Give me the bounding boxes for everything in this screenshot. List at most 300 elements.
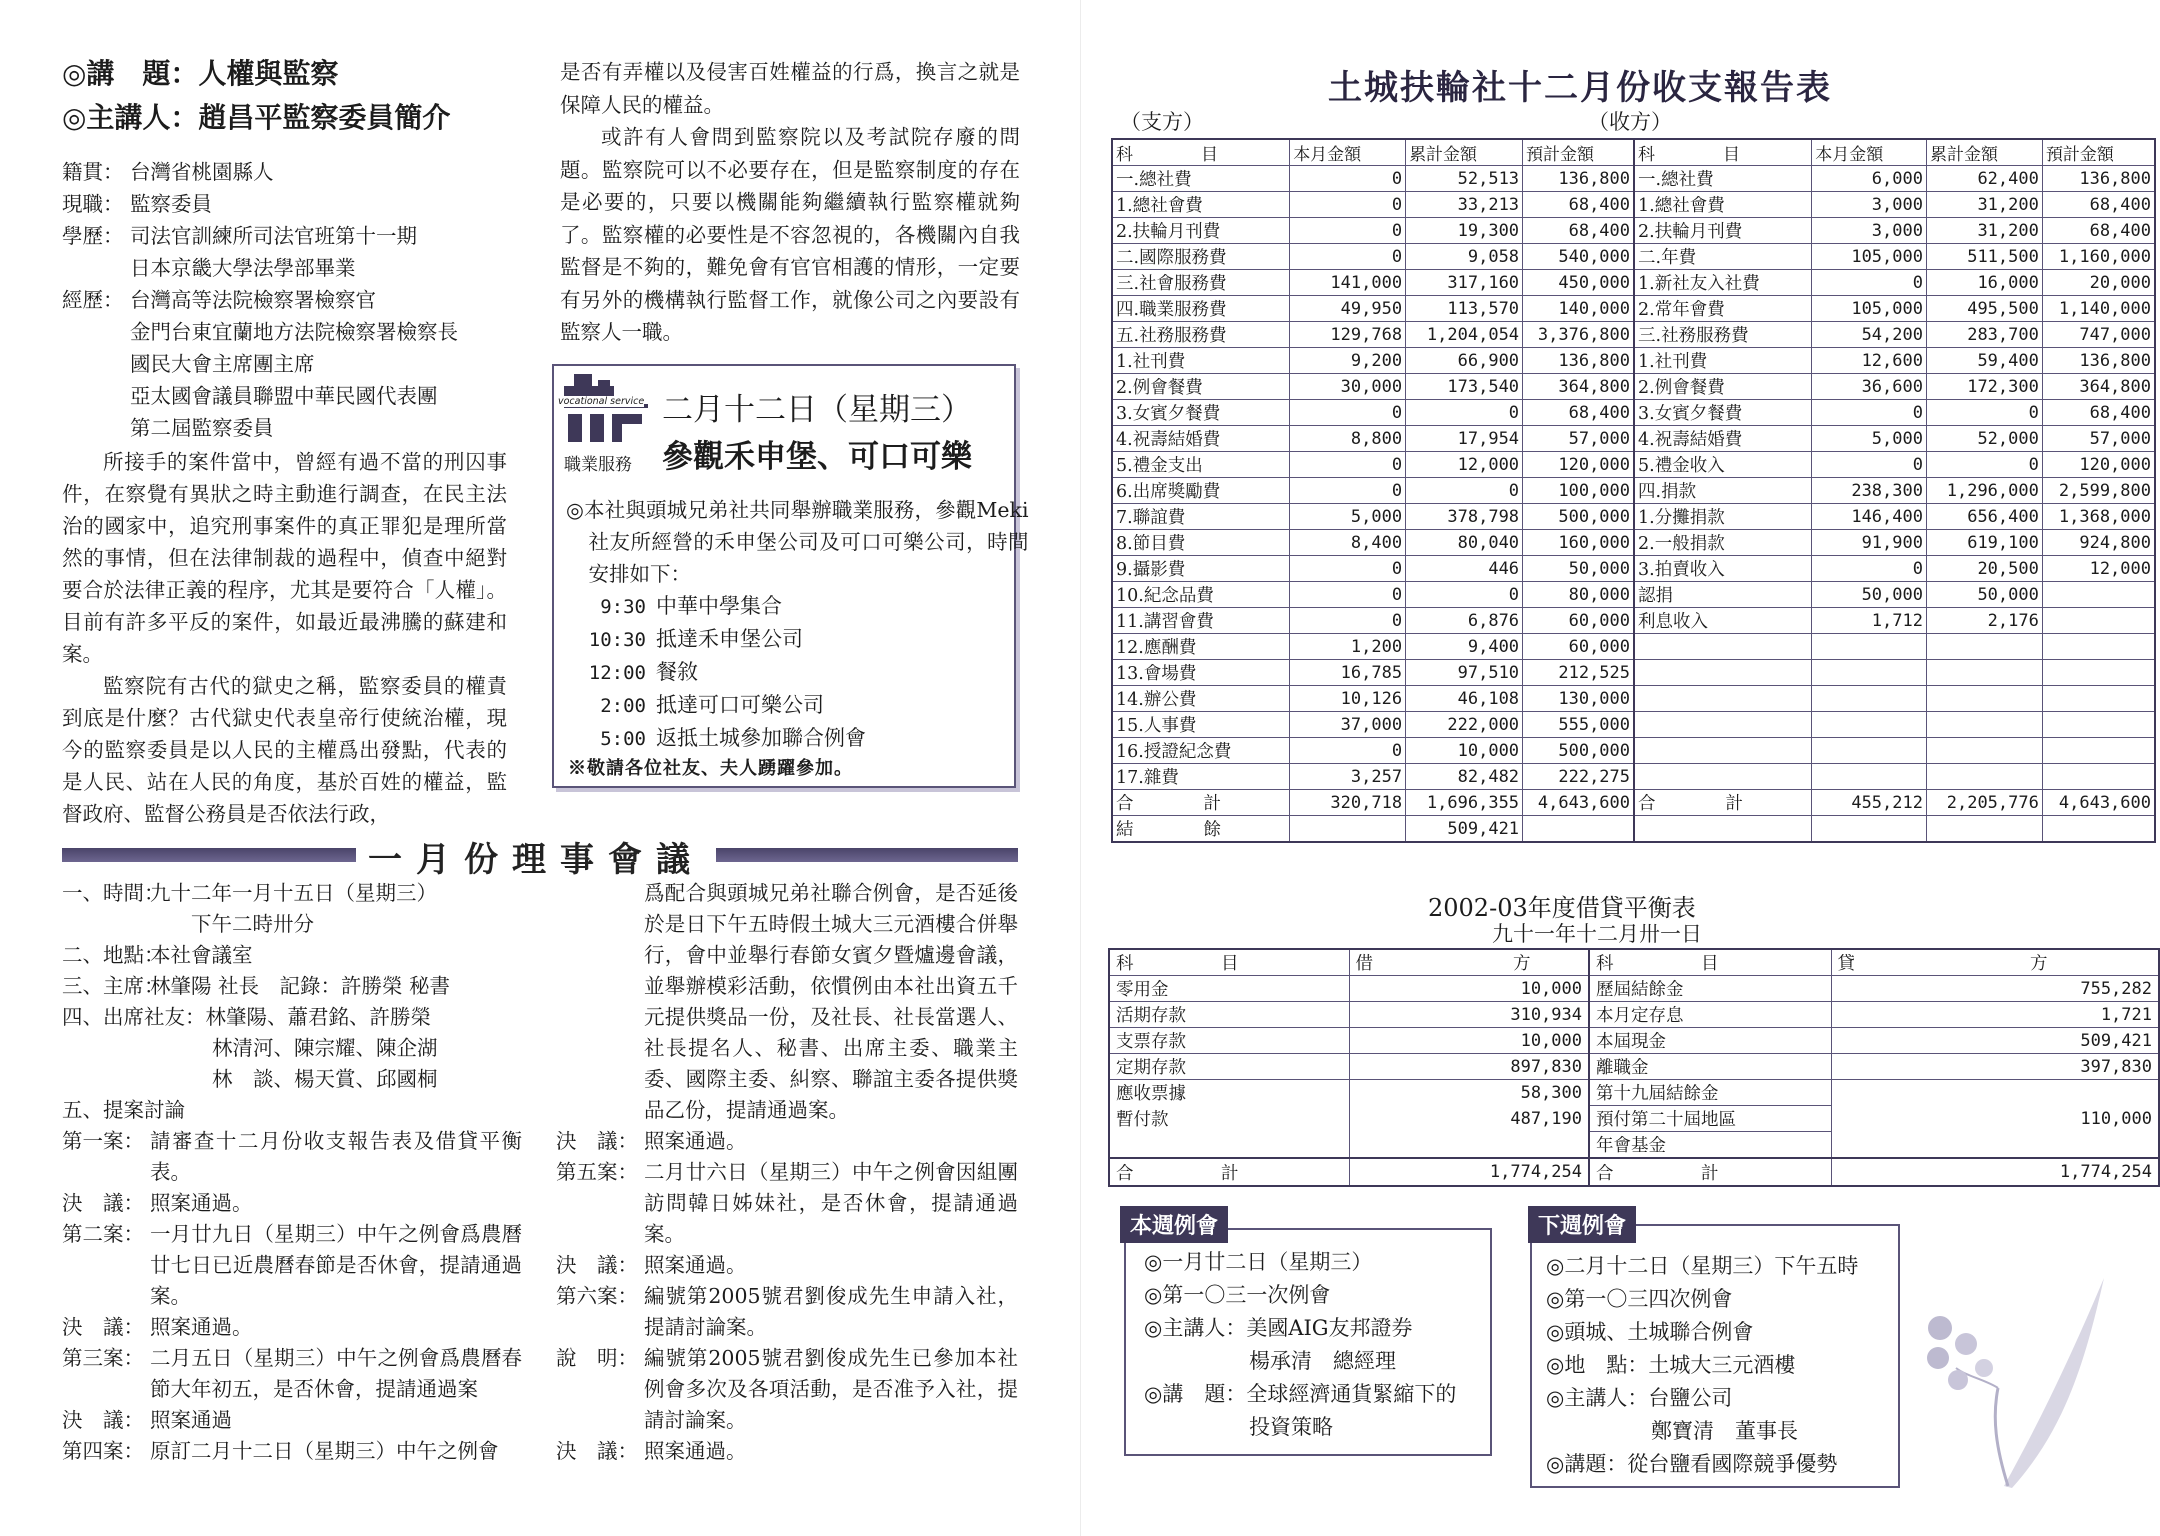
report-amount-cell: 747,000 bbox=[2042, 322, 2155, 348]
balance-amount-cell bbox=[1831, 1080, 2159, 1106]
report-row bbox=[1112, 218, 2155, 244]
minutes-value: 編號第2005號君劉俊成先生申請入社，提請討論案。 bbox=[644, 1284, 1018, 1339]
report-amount-cell: 82,482 bbox=[1406, 764, 1523, 790]
report-amount-cell: 1,204,054 bbox=[1406, 322, 1523, 348]
minutes-line bbox=[62, 1312, 522, 1343]
report-amount-cell: 57,000 bbox=[2042, 426, 2155, 452]
report-item-cell bbox=[1634, 634, 1812, 660]
report-amount-cell: 80,000 bbox=[1523, 582, 1634, 608]
bio-item-value: 監察委員 bbox=[130, 192, 212, 216]
report-amount-cell: 320,718 bbox=[1290, 790, 1406, 816]
report-item-cell: 利息收入 bbox=[1634, 608, 1812, 634]
report-amount-cell: 364,800 bbox=[2042, 374, 2155, 400]
minutes-key bbox=[62, 1033, 212, 1064]
bio-item-key: 籍貫： bbox=[62, 160, 124, 184]
report-amount-cell: 1,160,000 bbox=[2042, 244, 2155, 270]
balance-title: 2002-03年度借貸平衡表 bbox=[1428, 894, 1696, 922]
minutes-line bbox=[556, 1157, 1018, 1250]
report-item-cell: 合 計 bbox=[1634, 790, 1812, 816]
bio-item-key: 經歷： bbox=[62, 288, 124, 312]
report-amount-cell bbox=[1812, 712, 1927, 738]
event-title: 參觀禾申堡、可口可樂 bbox=[662, 439, 972, 475]
bio-item-line bbox=[62, 348, 507, 380]
report-item-cell: 17.雜費 bbox=[1112, 764, 1290, 790]
balance-item-cell: 暫付款 bbox=[1109, 1106, 1349, 1132]
report-amount-cell: 136,800 bbox=[1523, 348, 1634, 374]
report-amount-cell bbox=[2042, 686, 2155, 712]
report-item-cell: 2.例會餐費 bbox=[1634, 374, 1812, 400]
report-item-cell: 四.捐款 bbox=[1634, 478, 1812, 504]
meeting-line: 楊承清 總經理 bbox=[1144, 1349, 1396, 1373]
report-header-cell: 預計金額 bbox=[2042, 139, 2155, 166]
report-amount-cell bbox=[2042, 660, 2155, 686]
schedule-time: 2:00 bbox=[600, 695, 646, 717]
report-item-cell: 8.節目費 bbox=[1112, 530, 1290, 556]
report-amount-cell: 50,000 bbox=[1812, 582, 1927, 608]
report-amount-cell: 0 bbox=[1812, 452, 1927, 478]
report-amount-cell: 141,000 bbox=[1290, 270, 1406, 296]
schedule-text: 中華中學集合 bbox=[656, 594, 782, 618]
minutes-line bbox=[62, 1064, 522, 1095]
balance-amount-cell: 10,000 bbox=[1349, 976, 1589, 1002]
minutes-value: 二月廿六日（星期三）中午之例會因組團訪問韓日姊妹社，是否休會，提請通過案。 bbox=[644, 1160, 1018, 1246]
report-item-cell: 2.扶輪月刊費 bbox=[1112, 218, 1290, 244]
report-item-cell: 2.扶輪月刊費 bbox=[1634, 218, 1812, 244]
report-row bbox=[1112, 296, 2155, 322]
report-row bbox=[1112, 192, 2155, 218]
report-amount-cell: 37,000 bbox=[1290, 712, 1406, 738]
report-amount-cell: 656,400 bbox=[1926, 504, 2042, 530]
report-header-cell: 科 目 bbox=[1634, 139, 1812, 166]
middle-text bbox=[560, 56, 1020, 349]
report-amount-cell: 4,643,600 bbox=[1523, 790, 1634, 816]
report-amount-cell: 1,296,000 bbox=[1926, 478, 2042, 504]
report-amount-cell: 3,376,800 bbox=[1523, 322, 1634, 348]
minutes-value: 照案通過。 bbox=[644, 1439, 747, 1463]
report-amount-cell: 113,570 bbox=[1406, 296, 1523, 322]
minutes-key: 第一案： bbox=[62, 1129, 144, 1153]
report-item-cell: 4.祝壽結婚費 bbox=[1634, 426, 1812, 452]
report-item-cell: 1.新社友入社費 bbox=[1634, 270, 1812, 296]
report-amount-cell: 68,400 bbox=[1523, 218, 1634, 244]
minutes-value: 原訂二月十二日（星期三）中午之例會 bbox=[150, 1439, 499, 1463]
report-amount-cell: 0 bbox=[1290, 478, 1406, 504]
minutes-right-column bbox=[556, 878, 1018, 1467]
report-item-cell: 一.總社費 bbox=[1634, 166, 1812, 192]
event-date: 二月十二日（星期三） bbox=[662, 392, 972, 428]
report-amount-cell: 50,000 bbox=[1523, 556, 1634, 582]
report-amount-cell: 120,000 bbox=[1523, 452, 1634, 478]
report-row bbox=[1112, 270, 2155, 296]
report-item-cell bbox=[1634, 738, 1812, 764]
report-item-cell: 結 餘 bbox=[1112, 816, 1290, 843]
middle-paragraph-2: 或許有人會問到監察院以及考試院存廢的問題。監察院可以不必要存在，但是監察制度的存在是必要的，只要以機關能夠繼續執行監察權就夠了。監察權的必要性是不容忽視的，各機關內自我監督是不夠的，難免會有官官相護的情形，一定要有另外的機構執行監督工作，就像公司之內要設有監察人一職。 bbox=[560, 125, 1020, 344]
minutes-key: 四、出席社友： bbox=[62, 1005, 206, 1029]
bio-item-value: 亞太國會議員聯盟中華民國代表團 bbox=[130, 384, 438, 408]
report-amount-cell: 136,800 bbox=[2042, 348, 2155, 374]
minutes-value: 林肇陽、蕭君銘、許勝榮 bbox=[205, 1005, 431, 1029]
report-item-cell: 三.社會服務費 bbox=[1112, 270, 1290, 296]
bio-item-value: 日本京畿大學法學部畢業 bbox=[130, 256, 356, 280]
report-amount-cell: 3,257 bbox=[1290, 764, 1406, 790]
minutes-value: 九十二年一月十五日（星期三） bbox=[150, 881, 437, 905]
balance-amount-cell: 1,774,254 bbox=[1349, 1158, 1589, 1186]
meeting-line: ◎頭城、土城聯合例會 bbox=[1546, 1320, 1754, 1344]
schedule-item bbox=[584, 722, 1004, 755]
report-amount-cell: 446 bbox=[1406, 556, 1523, 582]
balance-amount-cell: 10,000 bbox=[1349, 1028, 1589, 1054]
report-item-cell: 1.總社會費 bbox=[1112, 192, 1290, 218]
report-amount-cell: 46,108 bbox=[1406, 686, 1523, 712]
report-item-cell: 14.辦公費 bbox=[1112, 686, 1290, 712]
minutes-value: 二月五日（星期三）中午之例會爲農曆春節大年初五，是否休會，提請通過案 bbox=[150, 1346, 522, 1401]
report-amount-cell: 12,600 bbox=[1812, 348, 1927, 374]
report-amount-cell: 97,510 bbox=[1406, 660, 1523, 686]
report-item-cell: 16.授證紀念費 bbox=[1112, 738, 1290, 764]
report-amount-cell: 619,100 bbox=[1926, 530, 2042, 556]
report-title: 土城扶輪社十二月份收支報告表 bbox=[1328, 68, 1832, 108]
report-amount-cell: 0 bbox=[1406, 478, 1523, 504]
minutes-value: 下午二時卅分 bbox=[150, 912, 314, 936]
bio-item-line bbox=[62, 188, 507, 220]
bio-item-value: 台灣省桃園縣人 bbox=[130, 160, 274, 184]
balance-item-cell: 預付第二十屆地區 bbox=[1589, 1106, 1831, 1132]
report-amount-cell: 19,300 bbox=[1406, 218, 1523, 244]
meeting-line: ◎主講人：美國AIG友邦證券 bbox=[1144, 1316, 1413, 1340]
meeting-line: 鄭寶清 董事長 bbox=[1546, 1419, 1798, 1443]
report-header-cell: 本月金額 bbox=[1290, 139, 1406, 166]
report-amount-cell: 60,000 bbox=[1523, 608, 1634, 634]
logo-caption: 職業服務 bbox=[564, 455, 632, 475]
minutes-line bbox=[556, 1436, 1018, 1467]
balance-row bbox=[1109, 976, 2159, 1002]
minutes-key: 第五案： bbox=[556, 1160, 638, 1184]
minutes-line bbox=[62, 971, 522, 1002]
schedule-text: 抵達可口可樂公司 bbox=[656, 693, 824, 717]
report-amount-cell: 0 bbox=[1812, 556, 1927, 582]
report-amount-cell: 212,525 bbox=[1523, 660, 1634, 686]
minutes-line bbox=[62, 940, 522, 971]
balance-row bbox=[1109, 1028, 2159, 1054]
minutes-value: 一月廿九日（星期三）中午之例會爲農曆廿七日已近農曆春節是否休會，提請通過案。 bbox=[150, 1222, 522, 1308]
report-row bbox=[1112, 530, 2155, 556]
balance-amount-cell: 310,934 bbox=[1349, 1002, 1589, 1028]
report-amount-cell: 2,599,800 bbox=[2042, 478, 2155, 504]
report-amount-cell: 0 bbox=[1290, 218, 1406, 244]
report-amount-cell bbox=[1812, 686, 1927, 712]
report-amount-cell: 283,700 bbox=[1926, 322, 2042, 348]
minutes-line bbox=[62, 878, 522, 909]
report-row bbox=[1112, 686, 2155, 712]
meeting-line: ◎地 點：土城大三元酒樓 bbox=[1546, 1353, 1796, 1377]
report-item-cell: 13.會場費 bbox=[1112, 660, 1290, 686]
report-row bbox=[1112, 712, 2155, 738]
report-row bbox=[1112, 374, 2155, 400]
minutes-line bbox=[62, 1343, 522, 1405]
report-amount-cell: 2,205,776 bbox=[1926, 790, 2042, 816]
minutes-key: 決 議： bbox=[62, 1191, 144, 1215]
report-amount-cell bbox=[1926, 660, 2042, 686]
minutes-key bbox=[62, 909, 150, 940]
report-item-cell: 二.年費 bbox=[1634, 244, 1812, 270]
next-week-meeting-box bbox=[1530, 1224, 1900, 1488]
report-amount-cell: 1,696,355 bbox=[1406, 790, 1523, 816]
schedule-time: 10:30 bbox=[588, 629, 646, 651]
bio-items bbox=[62, 156, 507, 444]
report-row bbox=[1112, 348, 2155, 374]
balance-amount-cell bbox=[1349, 1132, 1589, 1159]
report-amount-cell: 0 bbox=[1290, 556, 1406, 582]
report-row bbox=[1112, 478, 2155, 504]
report-amount-cell bbox=[1812, 816, 1927, 843]
report-amount-cell: 238,300 bbox=[1812, 478, 1927, 504]
balance-item-cell: 合 計 bbox=[1589, 1158, 1831, 1186]
this-week-meeting-box bbox=[1124, 1228, 1492, 1456]
balance-item-cell: 第十九屆結餘金 bbox=[1589, 1080, 1831, 1106]
report-amount-cell: 16,000 bbox=[1926, 270, 2042, 296]
minutes-line bbox=[556, 1343, 1018, 1436]
balance-item-cell: 離職金 bbox=[1589, 1054, 1831, 1080]
balance-amount-cell: 509,421 bbox=[1831, 1028, 2159, 1054]
report-amount-cell bbox=[2042, 816, 2155, 843]
report-row bbox=[1112, 738, 2155, 764]
report-amount-cell: 59,400 bbox=[1926, 348, 2042, 374]
report-amount-cell: 0 bbox=[1290, 244, 1406, 270]
report-amount-cell: 0 bbox=[1290, 192, 1406, 218]
balance-item-cell: 年會基金 bbox=[1589, 1132, 1831, 1159]
report-amount-cell: 0 bbox=[1290, 400, 1406, 426]
schedule-time: 9:30 bbox=[600, 596, 646, 618]
report-amount-cell: 80,040 bbox=[1406, 530, 1523, 556]
report-amount-cell: 54,200 bbox=[1812, 322, 1927, 348]
report-amount-cell: 172,300 bbox=[1926, 374, 2042, 400]
minutes-line bbox=[556, 1126, 1018, 1157]
balance-row bbox=[1109, 1080, 2159, 1106]
report-amount-cell: 105,000 bbox=[1812, 296, 1927, 322]
minutes-line bbox=[556, 1250, 1018, 1281]
minutes-value: 請審查十二月份收支報告表及借貸平衡表。 bbox=[150, 1129, 522, 1184]
bio-item-key: 學歷： bbox=[62, 224, 124, 248]
minutes-key: 決 議： bbox=[556, 1439, 638, 1463]
report-item-cell: 合 計 bbox=[1112, 790, 1290, 816]
bio-item-line bbox=[62, 284, 507, 316]
report-item-cell bbox=[1634, 816, 1812, 843]
minutes-value: 編號第2005號君劉俊成先生已參加本社例會多次及各項活動，是否准予入社，提請討論案。 bbox=[644, 1346, 1018, 1432]
balance-amount-cell: 58,300 bbox=[1349, 1080, 1589, 1106]
report-amount-cell: 0 bbox=[1812, 400, 1927, 426]
report-row bbox=[1112, 426, 2155, 452]
report-amount-cell bbox=[1926, 816, 2042, 843]
page-fold bbox=[1080, 0, 1081, 1536]
balance-total-row bbox=[1109, 1158, 2159, 1186]
report-amount-cell: 0 bbox=[1926, 452, 2042, 478]
report-amount-cell: 0 bbox=[1290, 582, 1406, 608]
report-amount-cell: 12,000 bbox=[2042, 556, 2155, 582]
report-row bbox=[1112, 634, 2155, 660]
schedule-item bbox=[584, 590, 1004, 623]
report-item-cell: 3.女賓夕餐費 bbox=[1634, 400, 1812, 426]
report-amount-cell: 57,000 bbox=[1523, 426, 1634, 452]
bio-item-line bbox=[62, 380, 507, 412]
report-amount-cell: 10,000 bbox=[1406, 738, 1523, 764]
report-row bbox=[1112, 504, 2155, 530]
left-page bbox=[0, 0, 1072, 1536]
balance-row bbox=[1109, 1132, 2159, 1159]
report-item-cell: 5.禮金支出 bbox=[1112, 452, 1290, 478]
minutes-value: 照案通過。 bbox=[150, 1191, 253, 1215]
report-item-cell: 15.人事費 bbox=[1112, 712, 1290, 738]
schedule-item bbox=[584, 689, 1004, 722]
report-amount-cell: 0 bbox=[1290, 608, 1406, 634]
report-amount-cell: 136,800 bbox=[2042, 166, 2155, 192]
report-row bbox=[1112, 608, 2155, 634]
report-item-cell: 1.社刊費 bbox=[1634, 348, 1812, 374]
minutes-line bbox=[62, 1188, 522, 1219]
report-amount-cell bbox=[2042, 764, 2155, 790]
report-amount-cell: 364,800 bbox=[1523, 374, 1634, 400]
report-amount-cell: 91,900 bbox=[1812, 530, 1927, 556]
report-amount-cell: 33,213 bbox=[1406, 192, 1523, 218]
report-amount-cell: 222,000 bbox=[1406, 712, 1523, 738]
balance-item-cell: 支票存款 bbox=[1109, 1028, 1349, 1054]
report-row bbox=[1112, 244, 2155, 270]
balance-date: 九十一年十二月卅一日 bbox=[1492, 922, 1702, 946]
minutes-value: 林清河、陳宗耀、陳企湖 bbox=[212, 1036, 438, 1060]
minutes-line bbox=[62, 1405, 522, 1436]
report-item-cell: 1.社刊費 bbox=[1112, 348, 1290, 374]
report-item-cell: 1.總社會費 bbox=[1634, 192, 1812, 218]
bio-item-value: 國民大會主席團主席 bbox=[130, 352, 315, 376]
minutes-key: 決 議： bbox=[556, 1129, 638, 1153]
report-header-cell: 科 目 bbox=[1112, 139, 1290, 166]
report-amount-cell bbox=[2042, 712, 2155, 738]
report-amount-cell: 49,950 bbox=[1290, 296, 1406, 322]
balance-header-row bbox=[1109, 949, 2159, 976]
schedule-item bbox=[584, 656, 1004, 689]
speaker-bio bbox=[62, 52, 507, 830]
meeting-line: ◎第一〇三四次例會 bbox=[1546, 1287, 1733, 1311]
bio-item-line bbox=[62, 316, 507, 348]
this-week-tag: 本週例會 bbox=[1120, 1206, 1228, 1243]
minutes-value: 本社會議室 bbox=[150, 943, 253, 967]
report-item-cell: 1.分攤捐款 bbox=[1634, 504, 1812, 530]
meeting-line: ◎講 題：全球經濟通貨緊縮下的 bbox=[1144, 1382, 1457, 1406]
report-amount-cell: 500,000 bbox=[1523, 504, 1634, 530]
minutes-value: 照案通過。 bbox=[644, 1129, 747, 1153]
report-row bbox=[1112, 660, 2155, 686]
minutes-value: 照案通過。 bbox=[644, 1253, 747, 1277]
report-amount-cell: 222,275 bbox=[1523, 764, 1634, 790]
report-amount-cell bbox=[1523, 816, 1634, 843]
bio-item-value: 金門台東宜蘭地方法院檢察署檢察長 bbox=[130, 320, 458, 344]
report-amount-cell: 6,876 bbox=[1406, 608, 1523, 634]
report-amount-cell: 9,058 bbox=[1406, 244, 1523, 270]
report-amount-cell: 31,200 bbox=[1926, 218, 2042, 244]
minutes-key: 一、時間： bbox=[62, 881, 165, 905]
minutes-line bbox=[62, 1095, 522, 1126]
report-item-cell: 四.職業服務費 bbox=[1112, 296, 1290, 322]
report-amount-cell: 511,500 bbox=[1926, 244, 2042, 270]
balance-header-cell: 科 目 bbox=[1589, 949, 1831, 976]
balance-item-cell: 本屆現金 bbox=[1589, 1028, 1831, 1054]
report-header-cell: 累計金額 bbox=[1926, 139, 2042, 166]
report-amount-cell: 105,000 bbox=[1812, 244, 1927, 270]
report-amount-cell bbox=[2042, 582, 2155, 608]
meeting-line: ◎講題：從台鹽看國際競爭優勢 bbox=[1546, 1452, 1838, 1476]
vocational-event-box bbox=[552, 364, 1029, 788]
report-amount-cell: 2,176 bbox=[1926, 608, 2042, 634]
schedule-text: 餐敘 bbox=[656, 660, 698, 684]
report-item-cell: 6.出席獎勵費 bbox=[1112, 478, 1290, 504]
minutes-line bbox=[62, 1436, 522, 1467]
report-amount-cell bbox=[1290, 816, 1406, 843]
report-item-cell: 9.攝影費 bbox=[1112, 556, 1290, 582]
report-amount-cell: 5,000 bbox=[1812, 426, 1927, 452]
bio-item-key: 現職： bbox=[62, 192, 124, 216]
balance-item-cell: 本月定存息 bbox=[1589, 1002, 1831, 1028]
report-item-cell: 12.應酬費 bbox=[1112, 634, 1290, 660]
report-amount-cell: 12,000 bbox=[1406, 452, 1523, 478]
event-note: ※敬請各位社友、夫人踴躍參加。 bbox=[568, 758, 853, 779]
balance-item-cell: 活期存款 bbox=[1109, 1002, 1349, 1028]
minutes-value: 林肇陽 社長 記錄：許勝榮 秘書 bbox=[150, 974, 451, 998]
report-amount-cell bbox=[1926, 634, 2042, 660]
report-amount-cell: 8,800 bbox=[1290, 426, 1406, 452]
report-item-cell: 7.聯誼費 bbox=[1112, 504, 1290, 530]
meeting-line: ◎二月十二日（星期三）下午五時 bbox=[1546, 1254, 1859, 1278]
lily-flower-icon bbox=[1916, 1268, 2126, 1490]
minutes-key: 第三案： bbox=[62, 1346, 144, 1370]
minutes-line bbox=[62, 1002, 522, 1033]
minutes-key: 第六案： bbox=[556, 1284, 638, 1308]
minutes-key: 三、主席： bbox=[62, 974, 165, 998]
report-amount-cell: 3,000 bbox=[1812, 192, 1927, 218]
balance-amount-cell: 1,721 bbox=[1831, 1002, 2159, 1028]
meeting-line: ◎主講人：台鹽公司 bbox=[1546, 1386, 1733, 1410]
minutes-line bbox=[556, 1281, 1018, 1343]
report-amount-cell: 10,126 bbox=[1290, 686, 1406, 712]
balance-amount-cell bbox=[1831, 1132, 2159, 1159]
balance-header-cell: 科 目 bbox=[1109, 949, 1349, 976]
minutes-value: 照案通過 bbox=[150, 1408, 232, 1432]
balance-amount-cell: 487,190 bbox=[1349, 1106, 1589, 1132]
minutes-key: 第二案： bbox=[62, 1222, 144, 1246]
report-amount-cell: 0 bbox=[1290, 452, 1406, 478]
schedule-item bbox=[584, 623, 1004, 656]
income-label: （收方） bbox=[1588, 110, 1672, 134]
report-amount-cell: 9,200 bbox=[1290, 348, 1406, 374]
report-item-cell: 2.例會餐費 bbox=[1112, 374, 1290, 400]
report-amount-cell: 0 bbox=[1406, 582, 1523, 608]
event-description: ◎本社與頭城兄弟社共同舉辦職業服務，參觀Meki社友所經營的禾申堡公司及可口可樂公司，時間安排如下： bbox=[566, 498, 1029, 586]
next-week-lines bbox=[1532, 1226, 1898, 1481]
minutes-key bbox=[62, 1064, 212, 1095]
report-amount-cell bbox=[1812, 764, 1927, 790]
report-amount-cell: 9,400 bbox=[1406, 634, 1523, 660]
report-amount-cell: 1,368,000 bbox=[2042, 504, 2155, 530]
report-amount-cell: 62,400 bbox=[1926, 166, 2042, 192]
bio-item-line bbox=[62, 156, 507, 188]
minutes-value bbox=[185, 1095, 522, 1126]
balance-amount-cell: 755,282 bbox=[1831, 976, 2159, 1002]
report-amount-cell: 0 bbox=[1812, 270, 1927, 296]
minutes-left-column bbox=[62, 878, 522, 1467]
minutes-line bbox=[62, 909, 522, 940]
bio-item-line bbox=[62, 412, 507, 444]
minutes-heading: 一月份理事會議 bbox=[356, 832, 716, 881]
event-schedule bbox=[584, 590, 1004, 755]
meeting-line: 投資策略 bbox=[1144, 1415, 1333, 1439]
